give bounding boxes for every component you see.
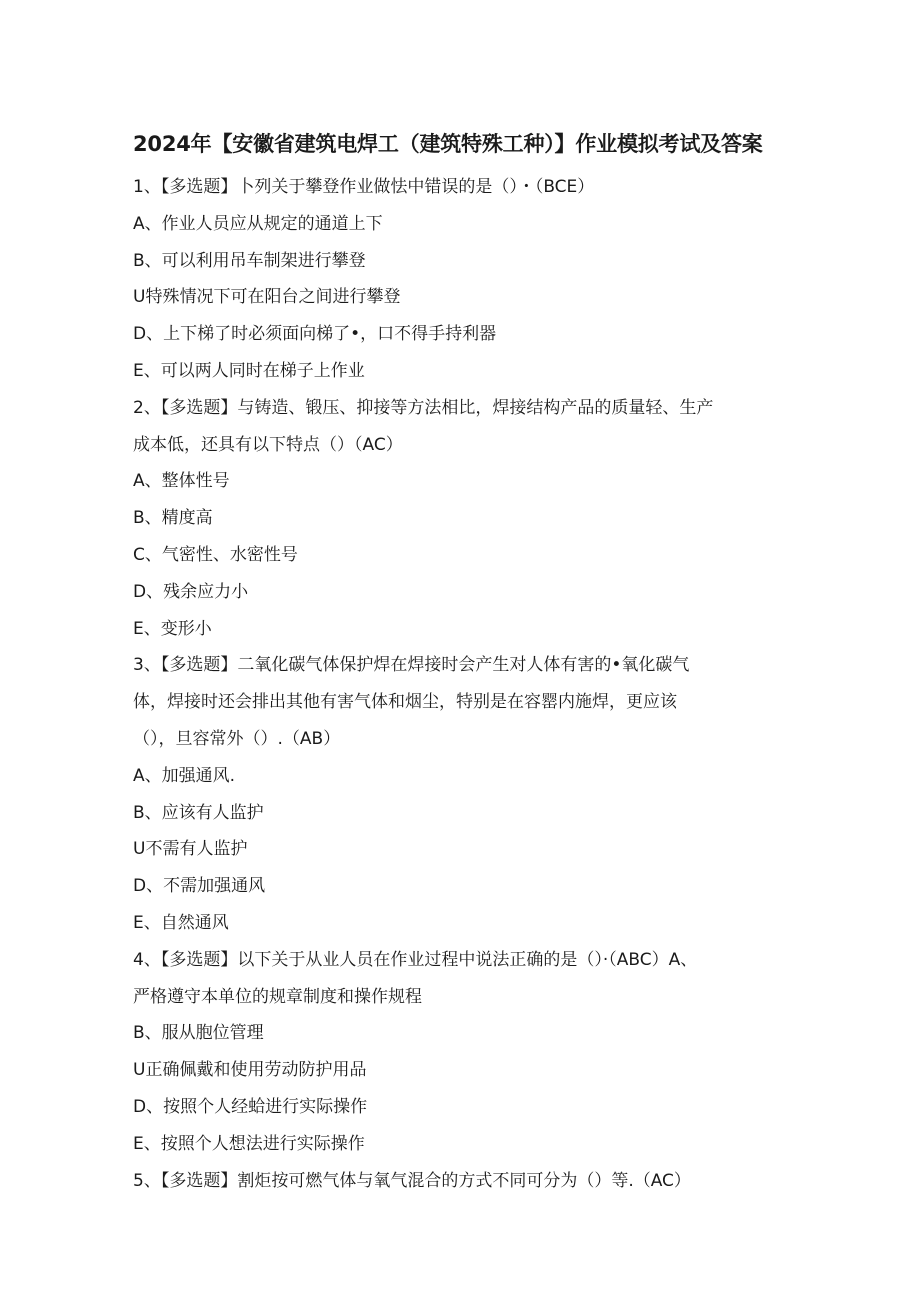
question-1-option-c: U特殊情况下可在阳台之间进行攀登	[133, 287, 401, 308]
document-body	[133, 173, 793, 1203]
question-3-stem-line-2: 体，焊接时还会排出其他有害气体和烟尘，特别是在容罂内施焊，更应该	[133, 692, 677, 713]
question-3-option-c: U不需有人监护	[133, 839, 248, 860]
question-4-option-d: D、按照个人经蛤进行实际操作	[133, 1096, 368, 1117]
question-3-option-d: D、不需加强通风	[133, 876, 266, 897]
question-2-stem-line-2: 成本低，还具有以下特点（）（AC）	[133, 434, 403, 455]
question-3-stem-line-1: 3、【多选题】二氧化碳气体保护焊在焊接时会产生对人体有害的•氧化碳气	[133, 655, 690, 676]
question-3-option-b: B、应该有人监护	[133, 802, 264, 823]
question-3-option-e: E、自然通风	[133, 912, 229, 933]
document-title: 2024年【安徽省建筑电焊工（建筑特殊工种）】作业模拟考试及答案	[133, 132, 763, 156]
question-1-option-e: E、可以两人同时在梯子上作业	[133, 360, 365, 381]
question-4-option-e: E、按照个人想法进行实际操作	[133, 1133, 365, 1154]
question-1-option-d: D、上下梯了时必须面向梯了•，口不得手持利器	[133, 324, 497, 345]
question-2-option-c: C、气密性、水密性号	[133, 544, 298, 565]
question-2-option-b: B、精度高	[133, 508, 213, 529]
question-5-stem: 5、【多选题】割炬按可燃气体与氧气混合的方式不同可分为（）等.（AC）	[133, 1170, 691, 1191]
question-4-stem-line-1: 4、【多选题】以下关于从业人员在作业过程中说法正确的是（）·（ABC）A、	[133, 949, 698, 970]
question-1-option-a: A、作业人员应从规定的通道上下	[133, 213, 383, 234]
question-1-option-b: B、可以利用吊车制架进行攀登	[133, 250, 366, 271]
question-2-option-d: D、残余应力小	[133, 581, 249, 602]
question-2-stem-line-1: 2、【多选题】与铸造、锻压、抑接等方法相比，焊接结构产品的质量轻、生产	[133, 397, 714, 418]
question-2-option-e: E、变形小	[133, 618, 212, 639]
question-3-stem-line-3: （），旦容常外（）.（AB）	[133, 728, 341, 749]
question-4-stem-line-2: 严格遵守本单位的规章制度和操作规程	[133, 986, 422, 1007]
question-4-option-c: U正确佩戴和使用劳动防护用品	[133, 1060, 367, 1081]
question-3-option-a: A、加强通风.	[133, 765, 236, 786]
question-2-option-a: A、整体性号	[133, 471, 230, 492]
question-1-stem: 1、【多选题】卜列关于攀登作业做怯中错误的是（）・（BCE）	[133, 177, 595, 197]
question-4-option-b: B、服从胞位管理	[133, 1023, 264, 1044]
